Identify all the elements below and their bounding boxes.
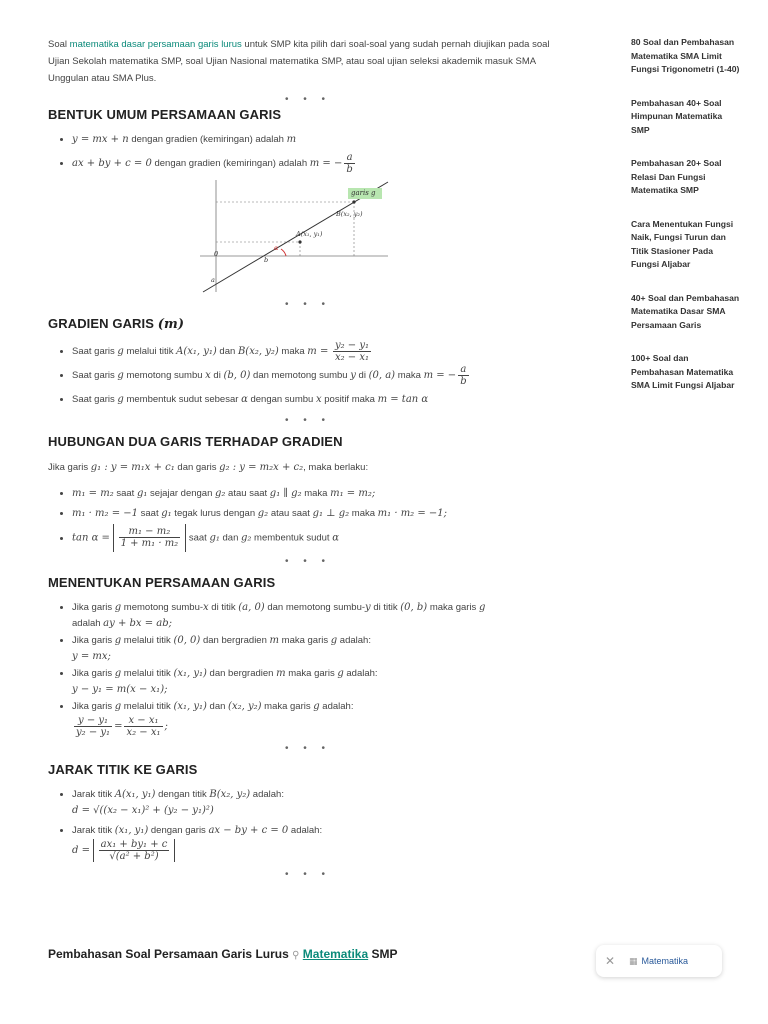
graph-label-b-point: B(x₂, y₂): [336, 210, 363, 219]
graph-label-garis: garis g: [351, 189, 376, 198]
list-item: • m₁ · m₂ = −1 saat g₁ tegak lurus dengan g₂ atau saat g₁ ⊥ g₂ maka m₁ · m₂ = −1;: [72, 504, 568, 524]
sidebar-related-posts: [631, 36, 741, 413]
close-icon[interactable]: ✕: [605, 954, 616, 968]
list-item: • Jarak titik A(x₁, y₁) dengan titik B(x₂, y₂) adalah: d = √((x₂ − x₁)² + (y₂ − y₁)²): [72, 787, 568, 819]
list-item: • tan α = $\frac{\text{m₁ − m₂}}{\text{1 + m₁ · m₂}}$ saat g₁ dan g₂ membentuk sudut α: [72, 524, 568, 553]
sidebar-item-limit-trigonometri[interactable]: 80 Soal dan Pembahasan Matematika SMA Limit Fungsi Trigonometri (1-40): [631, 37, 740, 74]
graph-label-a-point: A(x₁, y₁): [296, 230, 323, 239]
graph-label-a: a: [211, 276, 215, 285]
graph-label-alpha: α: [274, 244, 279, 253]
footer-category-link[interactable]: Matematika: [302, 947, 369, 961]
sidebar-item-limit-aljabar[interactable]: 100+ Soal dan Pembahasan Matematika SMA Limit Fungsi Aljabar: [631, 353, 735, 390]
point-b: [352, 200, 355, 203]
list-item: • Saat garis g membentuk sudut sebesar α dengan sumbu x positif maka m = tan α: [72, 388, 568, 412]
list-item: • Saat garis g memotong sumbu x di (b, 0) dan memotong sumbu y di (0, a) maka m = − $\frac{a}{b}$: [72, 364, 568, 388]
hubungan-intro: Jika garis g₁ : y = m₁x + c₁ dan garis g₂ : y = m₂x + c₂, maka berlaku:: [48, 462, 369, 474]
section-title-hubungan: HUBUNGAN DUA GARIS TERHADAP GRADIEN: [48, 434, 343, 450]
list-item: • Jika garis g melalui titik (x₁, y₁) dan (x₂, y₂) maka garis g adalah: $\frac{\text{y − y₁}}{\text{y₂ − y₁}}$ = $\frac{\text{x − x₁}}{\text{x₂ − x₁}}$ ;: [72, 698, 568, 738]
list-item: • Saat garis g melalui titik A(x₁, y₁) dan B(x₂, y₂) maka m = $\frac{\text{y₂ − y₁}}{\text{x₂ − x₁}}$: [72, 340, 568, 364]
list-item: • ax + by + c = 0 dengan gradien (kemiringan) adalah m = − $\frac{a}{b}$: [72, 152, 568, 176]
post-footer-title: Pembahasan Soal Persamaan Garis Lurus ⚲ Matematika SMP: [48, 947, 398, 961]
separator: • • •: [284, 299, 332, 311]
sidebar-item-fungsi-naik-turun[interactable]: Cara Menentukan Fungsi Naik, Fungsi Turun dan Titik Stasioner Pada Fungsi Aljabar: [631, 218, 734, 269]
section-title-gradien: GRADIEN GARIS (m): [48, 316, 185, 333]
separator: • • •: [284, 868, 332, 880]
separator: • • •: [284, 742, 332, 754]
list-item: • m₁ = m₂ saat g₁ sejajar dengan g₂ atau saat g₁ ∥ g₂ maka m₁ = m₂;: [72, 484, 568, 504]
tag-chip: [596, 945, 722, 977]
magnifier-icon: ⚲: [292, 950, 300, 961]
intro-link[interactable]: matematika dasar persamaan garis lurus: [69, 39, 242, 50]
list-item: • Jarak titik (x₁, y₁) dengan garis ax − by + c = 0 adalah: d = $\frac{\text{ax₁ + by₁ + c}}{\text{√(a² + b²)}}$: [72, 823, 568, 862]
tag-chip-label[interactable]: Matematika: [641, 956, 689, 966]
list-bentuk-umum: [48, 128, 568, 176]
sidebar-item-persamaan-garis[interactable]: 40+ Soal dan Pembahasan Matematika Dasar SMA Persamaan Garis: [631, 292, 740, 330]
list-item: • Jika garis g melalui titik (0, 0) dan bergradien m maka garis g adalah: y = mx;: [72, 632, 568, 665]
list-menentukan: [48, 600, 568, 738]
list-hubungan: [48, 484, 568, 553]
list-item: • y = mx + n dengan gradien (kemiringan) adalah m: [72, 128, 568, 152]
list-item: • Jika garis g melalui titik (x₁, y₁) dan bergradien m maka garis g adalah: y − y₁ = m(x − x₁);: [72, 665, 568, 698]
list-gradien: [48, 340, 568, 412]
intro-paragraph: Soal matematika dasar persamaan garis lurus untuk SMP kita pilih dari soal-soal yang sudah pernah diujikan pada soal Ujian Sekolah matematika SMP, soal Ujian Nasional matematika SMP, atau soal ujian seleksi akademik masuk SMA Unggulan atau SMA Plus.: [48, 39, 550, 84]
graph-label-b: b: [264, 256, 269, 265]
graph-label-origin: 0: [214, 250, 219, 259]
line-graph-svg: [48, 180, 568, 298]
list-item: • Jika garis g memotong sumbu-x di titik (a, 0) dan memotong sumbu-y di titik (0, b) maka garis g adalah ay + bx = ab;: [72, 600, 568, 632]
line-graph: [48, 180, 568, 298]
separator: • • •: [284, 94, 332, 105]
section-title-jarak: JARAK TITIK KE GARIS: [48, 761, 198, 777]
article-content: [48, 36, 568, 882]
angle-arc: [281, 249, 286, 256]
tag-icon: ▦: [629, 955, 638, 966]
point-a: [298, 240, 301, 243]
sidebar-item-relasi-fungsi[interactable]: Pembahasan 20+ Soal Relasi Dan Fungsi Matematika SMP: [631, 158, 722, 195]
section-title-menentukan: MENENTUKAN PERSAMAAN GARIS: [48, 574, 276, 590]
separator: • • •: [284, 415, 332, 427]
section-title-bentuk-umum: BENTUK UMUM PERSAMAAN GARIS: [48, 107, 282, 122]
sidebar-item-himpunan[interactable]: Pembahasan 40+ Soal Himpunan Matematika SMP: [631, 97, 723, 135]
list-jarak: [48, 787, 568, 862]
separator: • • •: [284, 555, 332, 567]
